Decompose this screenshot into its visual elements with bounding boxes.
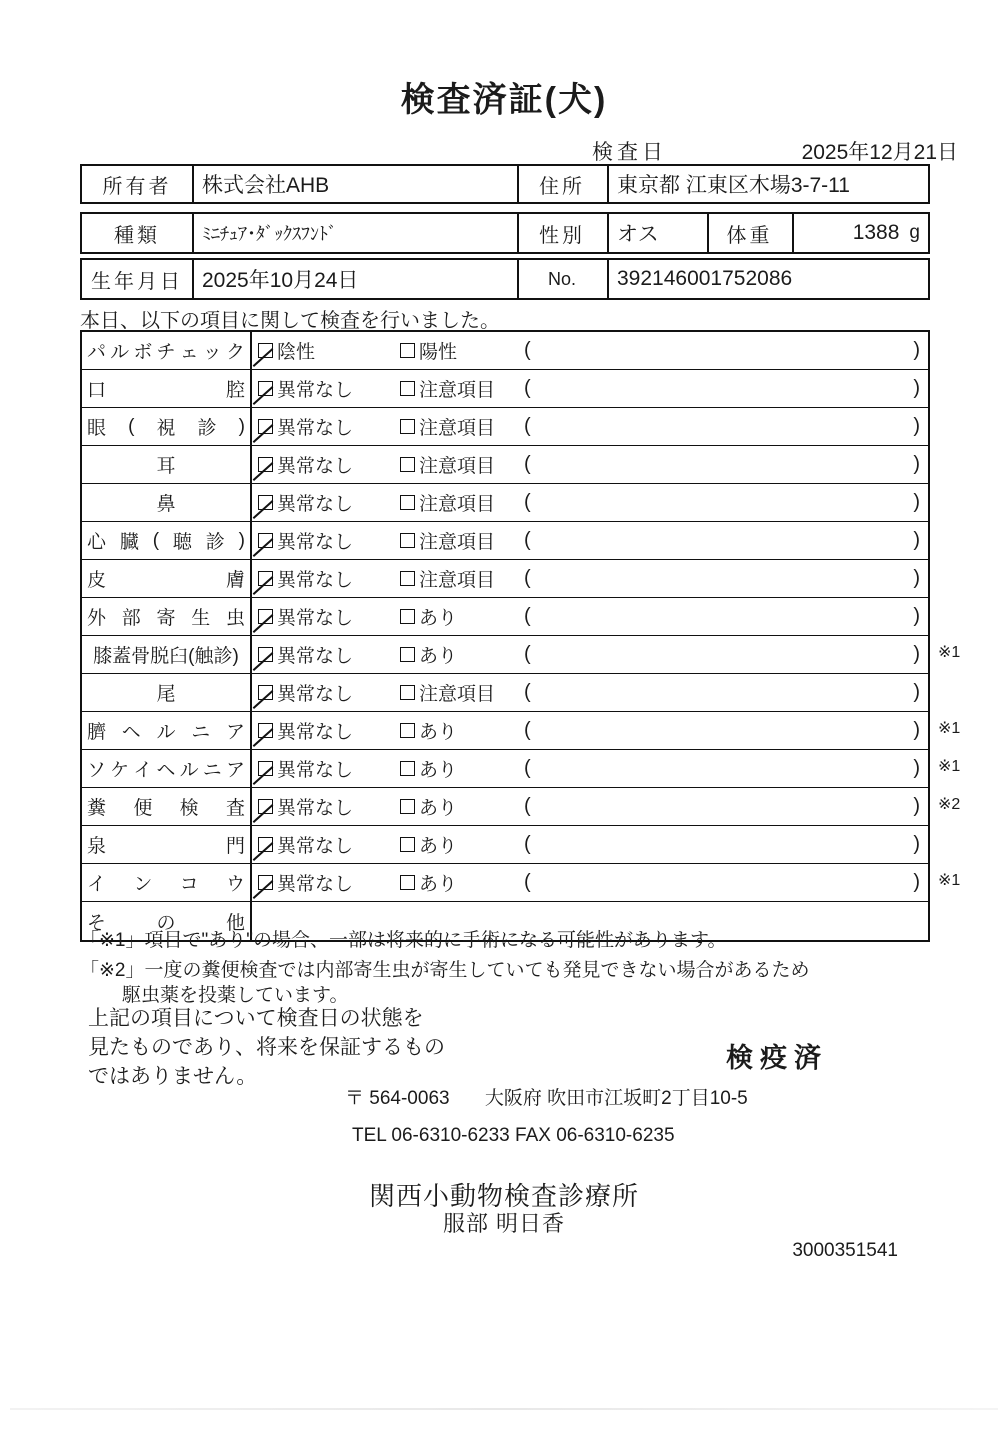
checklist-row-note: ※1: [938, 872, 961, 889]
checklist-option-normal[interactable]: [258, 413, 353, 440]
checked-checkbox-icon[interactable]: [258, 419, 273, 434]
page-title: 検査済証(犬): [400, 81, 608, 119]
checkbox-icon[interactable]: [400, 381, 415, 396]
checklist-option-label: 異常なし: [277, 456, 354, 477]
checklist-option-abnormal[interactable]: [400, 679, 495, 706]
disclaimer-line-1: 上記の項目について検査日の状態を: [88, 1007, 424, 1030]
inspection-date-label: 検査日: [592, 141, 667, 164]
owner-address-table: [80, 164, 930, 204]
checklist-options: [252, 484, 928, 521]
remark-paren-open: (: [524, 833, 531, 855]
checkbox-icon[interactable]: [400, 533, 415, 548]
remark-paren-open: (: [524, 377, 531, 399]
checked-checkbox-icon[interactable]: [258, 609, 273, 624]
checklist-option-abnormal[interactable]: [400, 337, 457, 364]
remark-paren-close: ): [913, 871, 920, 893]
checklist-row: [82, 408, 928, 446]
checklist-row: [82, 484, 928, 522]
remark-paren-close: ): [913, 491, 920, 513]
checklist-options: [252, 560, 928, 597]
checklist-option-abnormal[interactable]: [400, 603, 457, 630]
remark-paren-open: (: [524, 871, 531, 893]
inspection-date-value: 2025年12月21日: [801, 141, 958, 164]
remark-paren-open: (: [524, 643, 531, 665]
remark-paren-close: ): [913, 377, 920, 399]
checklist-option-label: 注意項目: [419, 494, 496, 515]
checklist-option-label: 異常なし: [277, 798, 354, 819]
checklist-option-abnormal[interactable]: [400, 565, 495, 592]
remark-paren-close: ): [913, 643, 920, 665]
checklist-row: [82, 712, 928, 750]
weight-value-cell: [792, 214, 928, 252]
checkbox-icon[interactable]: [400, 343, 415, 358]
checklist-option-normal[interactable]: [258, 869, 353, 896]
checklist-item-label: 耳: [82, 446, 252, 483]
checklist-option-abnormal[interactable]: [400, 869, 457, 896]
checked-checkbox-icon[interactable]: [258, 571, 273, 586]
checkbox-icon[interactable]: [400, 495, 415, 510]
checklist-option-label: 異常なし: [277, 684, 354, 705]
checklist-option-abnormal[interactable]: [400, 451, 495, 478]
checklist-item-label: パ ル ボ チ ェ ッ ク: [82, 332, 252, 369]
checklist-options: [252, 522, 928, 559]
checklist-option-label: 異常なし: [277, 570, 354, 591]
checklist-item-label: そ の 他: [82, 902, 252, 940]
remark-paren-open: (: [524, 491, 531, 513]
address-value: 東京都 江東区木場3-7-11: [617, 174, 850, 197]
checklist-row: [82, 560, 928, 598]
checklist-option-label: 異常なし: [277, 874, 354, 895]
checklist-options: [252, 636, 928, 673]
address-label: 住所: [539, 175, 585, 198]
checklist-option-normal[interactable]: [258, 603, 353, 630]
checklist-item-label: 臍 ヘ ル ニ ア: [82, 712, 252, 749]
checklist-option-abnormal[interactable]: [400, 831, 457, 858]
checklist-item-label: 膝蓋骨脱臼(触診): [82, 636, 252, 673]
checklist-option-normal[interactable]: [258, 717, 353, 744]
weight-unit: g: [909, 222, 920, 243]
checklist-row-note: ※2: [938, 796, 961, 813]
checklist-options: [252, 788, 928, 825]
remark-paren-close: ): [913, 795, 920, 817]
checked-checkbox-icon[interactable]: [258, 647, 273, 662]
checklist-row: [82, 446, 928, 484]
remark-paren-open: (: [524, 681, 531, 703]
footnote-2-line1: 「※2」一度の糞便検査では内部寄生虫が寄生していても発見できない場合があるため: [80, 960, 810, 981]
sex-value: オス: [617, 223, 659, 246]
birthdate-label: 生年月日: [91, 270, 183, 293]
checkbox-icon[interactable]: [400, 685, 415, 700]
checked-checkbox-icon[interactable]: [258, 837, 273, 852]
checklist-options: [252, 408, 928, 445]
checklist-options: [252, 674, 928, 711]
checkbox-icon[interactable]: [400, 761, 415, 776]
checklist-item-label: イ ン コ ウ: [82, 864, 252, 901]
disclaimer-line-3: ではありません。: [88, 1065, 258, 1088]
checklist-item-label: 皮 膚: [82, 560, 252, 597]
checklist-item-label: 心 臓 ( 聴 診 ): [82, 522, 252, 559]
checklist-options: [252, 864, 928, 901]
remark-paren-open: (: [524, 415, 531, 437]
checklist-option-label: 陰性: [277, 342, 316, 363]
checkbox-icon[interactable]: [400, 875, 415, 890]
checklist-option-label: 注意項目: [419, 380, 496, 401]
checklist-row: [82, 636, 928, 674]
quarantine-stamp: 検疫済: [726, 1043, 828, 1073]
checked-checkbox-icon[interactable]: [258, 381, 273, 396]
remark-paren-close: ): [913, 567, 920, 589]
checkbox-icon[interactable]: [400, 609, 415, 624]
checkbox-icon[interactable]: [400, 799, 415, 814]
footnote-2-line2: 駆虫薬を投薬しています。: [122, 985, 349, 1006]
inspection-checklist-table: [80, 330, 930, 942]
checklist-row: [82, 826, 928, 864]
checklist-option-abnormal[interactable]: [400, 413, 495, 440]
clinic-person-name: 服部 明日香: [442, 1211, 566, 1236]
checklist-options: [252, 370, 928, 407]
scan-edge-line: [10, 1408, 998, 1410]
remark-paren-close: ): [913, 681, 920, 703]
checklist-item-label: 眼 ( 視 診 ): [82, 408, 252, 445]
checklist-item-label: 糞 便 検 査: [82, 788, 252, 825]
checklist-item-label: ソ ケ イ ヘ ル ニ ア: [82, 750, 252, 787]
checked-checkbox-icon[interactable]: [258, 685, 273, 700]
checklist-item-label: 泉 門: [82, 826, 252, 863]
remark-paren-open: (: [524, 339, 531, 361]
checklist-option-abnormal[interactable]: [400, 527, 495, 554]
checklist-option-label: 異常なし: [277, 532, 354, 553]
checklist-row: [82, 598, 928, 636]
checked-checkbox-icon[interactable]: [258, 457, 273, 472]
checklist-option-label: あり: [419, 646, 458, 667]
checklist-options: [252, 712, 928, 749]
checklist-option-label: 異常なし: [277, 380, 354, 401]
remark-paren-open: (: [524, 757, 531, 779]
remark-paren-close: ): [913, 719, 920, 741]
clinic-address-text: 大阪府 吹田市江坂町2丁目10-5: [484, 1088, 748, 1109]
checklist-option-normal[interactable]: [258, 565, 353, 592]
checklist-option-label: 異常なし: [277, 760, 354, 781]
checklist-option-normal[interactable]: [258, 489, 353, 516]
checklist-option-normal[interactable]: [258, 793, 353, 820]
remark-paren-close: ): [913, 833, 920, 855]
checklist-option-abnormal[interactable]: [400, 375, 495, 402]
inspection-date-row: [80, 136, 958, 164]
sex-label: 性別: [539, 224, 585, 247]
checklist-option-normal[interactable]: [258, 641, 353, 668]
checklist-option-normal[interactable]: [258, 337, 315, 364]
checkbox-icon[interactable]: [400, 571, 415, 586]
checklist-option-abnormal[interactable]: [400, 641, 457, 668]
checklist-option-label: 注意項目: [419, 684, 496, 705]
checklist-option-label: 異常なし: [277, 722, 354, 743]
remark-paren-close: ): [913, 453, 920, 475]
checklist-row: [82, 864, 928, 902]
checklist-option-normal[interactable]: [258, 679, 353, 706]
checklist-row: [82, 370, 928, 408]
checklist-option-normal[interactable]: [258, 375, 353, 402]
checklist-options: [252, 332, 928, 369]
checked-checkbox-icon[interactable]: [258, 533, 273, 548]
clinic-name: 関西小動物検査診療所: [368, 1181, 639, 1211]
checklist-option-label: あり: [419, 608, 458, 629]
checklist-option-normal[interactable]: [258, 527, 353, 554]
checklist-option-label: あり: [419, 836, 458, 857]
checklist-option-label: 異常なし: [277, 418, 354, 439]
checklist-options: [252, 826, 928, 863]
checklist-row-note: ※1: [938, 758, 961, 775]
checklist-row-note: ※1: [938, 644, 961, 661]
remark-paren-close: ): [913, 757, 920, 779]
checklist-option-label: 注意項目: [419, 456, 496, 477]
checklist-options: [252, 750, 928, 787]
disclaimer: [88, 1004, 445, 1091]
checklist-option-abnormal[interactable]: [400, 717, 457, 744]
checklist-row: [82, 788, 928, 826]
checked-checkbox-icon[interactable]: [258, 875, 273, 890]
checklist-option-abnormal[interactable]: [400, 793, 457, 820]
owner-value: 株式会社AHB: [202, 174, 330, 197]
no-value: 392146001752086: [617, 267, 793, 290]
clinic-address: [345, 1083, 748, 1110]
checked-checkbox-icon[interactable]: [258, 495, 273, 510]
checklist-row-note: ※1: [938, 720, 961, 737]
checklist-options: [252, 598, 928, 635]
checklist-option-label: 陽性: [419, 342, 458, 363]
checkbox-icon[interactable]: [400, 837, 415, 852]
footnote-1: 「※1」項目で"あり"の場合、一部は将来的に手術になる可能性があります。: [80, 930, 727, 951]
checked-checkbox-icon[interactable]: [258, 761, 273, 776]
checklist-option-abnormal[interactable]: [400, 489, 495, 516]
birthdate-no-table: [80, 258, 930, 300]
checklist-option-label: 異常なし: [277, 646, 354, 667]
remark-paren-close: ): [913, 339, 920, 361]
birthdate-value: 2025年10月24日: [202, 269, 359, 292]
checkbox-icon[interactable]: [400, 647, 415, 662]
checklist-option-label: 異常なし: [277, 494, 354, 515]
checklist-option-label: 注意項目: [419, 532, 496, 553]
checklist-option-normal[interactable]: [258, 831, 353, 858]
remark-paren-open: (: [524, 453, 531, 475]
breed-label: 種類: [114, 224, 160, 247]
remark-paren-open: (: [524, 567, 531, 589]
no-label: No.: [547, 268, 576, 289]
checklist-option-label: 異常なし: [277, 608, 354, 629]
remark-paren-open: (: [524, 795, 531, 817]
checked-checkbox-icon[interactable]: [258, 343, 273, 358]
remark-paren-close: ): [913, 605, 920, 627]
checklist-item-label: 尾: [82, 674, 252, 711]
checked-checkbox-icon[interactable]: [258, 723, 273, 738]
checklist-option-abnormal[interactable]: [400, 755, 457, 782]
lead-sentence: 本日、以下の項目に関して検査を行いました。: [80, 310, 500, 332]
remark-paren-open: (: [524, 529, 531, 551]
remark-paren-open: (: [524, 719, 531, 741]
remark-paren-close: ): [913, 415, 920, 437]
checkbox-icon[interactable]: [400, 457, 415, 472]
checklist-option-normal[interactable]: [258, 451, 353, 478]
weight-value: 1388: [852, 221, 900, 244]
checklist-row: [82, 750, 928, 788]
clinic-zip: 〒 564-0063: [345, 1088, 450, 1109]
clinic-tel-fax: TEL 06-6310-6233 FAX 06-6310-6235: [352, 1125, 675, 1146]
checklist-option-label: あり: [419, 874, 458, 895]
checklist-option-label: あり: [419, 798, 458, 819]
remark-paren-close: ): [913, 529, 920, 551]
checklist-item-label: 口 腔: [82, 370, 252, 407]
weight-label: 体重: [726, 224, 773, 247]
remark-paren-open: (: [524, 605, 531, 627]
checklist-option-normal[interactable]: [258, 755, 353, 782]
checklist-option-label: あり: [419, 722, 458, 743]
checklist-item-label: 鼻: [82, 484, 252, 521]
breed-sex-weight-table: [80, 212, 930, 254]
document-number: 3000351541: [792, 1240, 898, 1261]
checkbox-icon[interactable]: [400, 723, 415, 738]
checked-checkbox-icon[interactable]: [258, 799, 273, 814]
checklist-option-label: 異常なし: [277, 836, 354, 857]
checkbox-icon[interactable]: [400, 419, 415, 434]
checklist-options: [252, 446, 928, 483]
checklist-option-label: あり: [419, 760, 458, 781]
checklist-option-label: 注意項目: [419, 570, 496, 591]
breed-value: ﾐﾆﾁｭｱ･ﾀﾞｯｸｽﾌﾝﾄﾞ: [202, 224, 337, 244]
checklist-item-label: 外 部 寄 生 虫: [82, 598, 252, 635]
checklist-row: [82, 522, 928, 560]
checklist-row: [82, 332, 928, 370]
disclaimer-line-2: 見たものであり、将来を保証するもの: [88, 1036, 445, 1059]
checklist-option-label: 注意項目: [419, 418, 496, 439]
owner-label: 所有者: [102, 175, 172, 198]
checklist-row: [82, 674, 928, 712]
